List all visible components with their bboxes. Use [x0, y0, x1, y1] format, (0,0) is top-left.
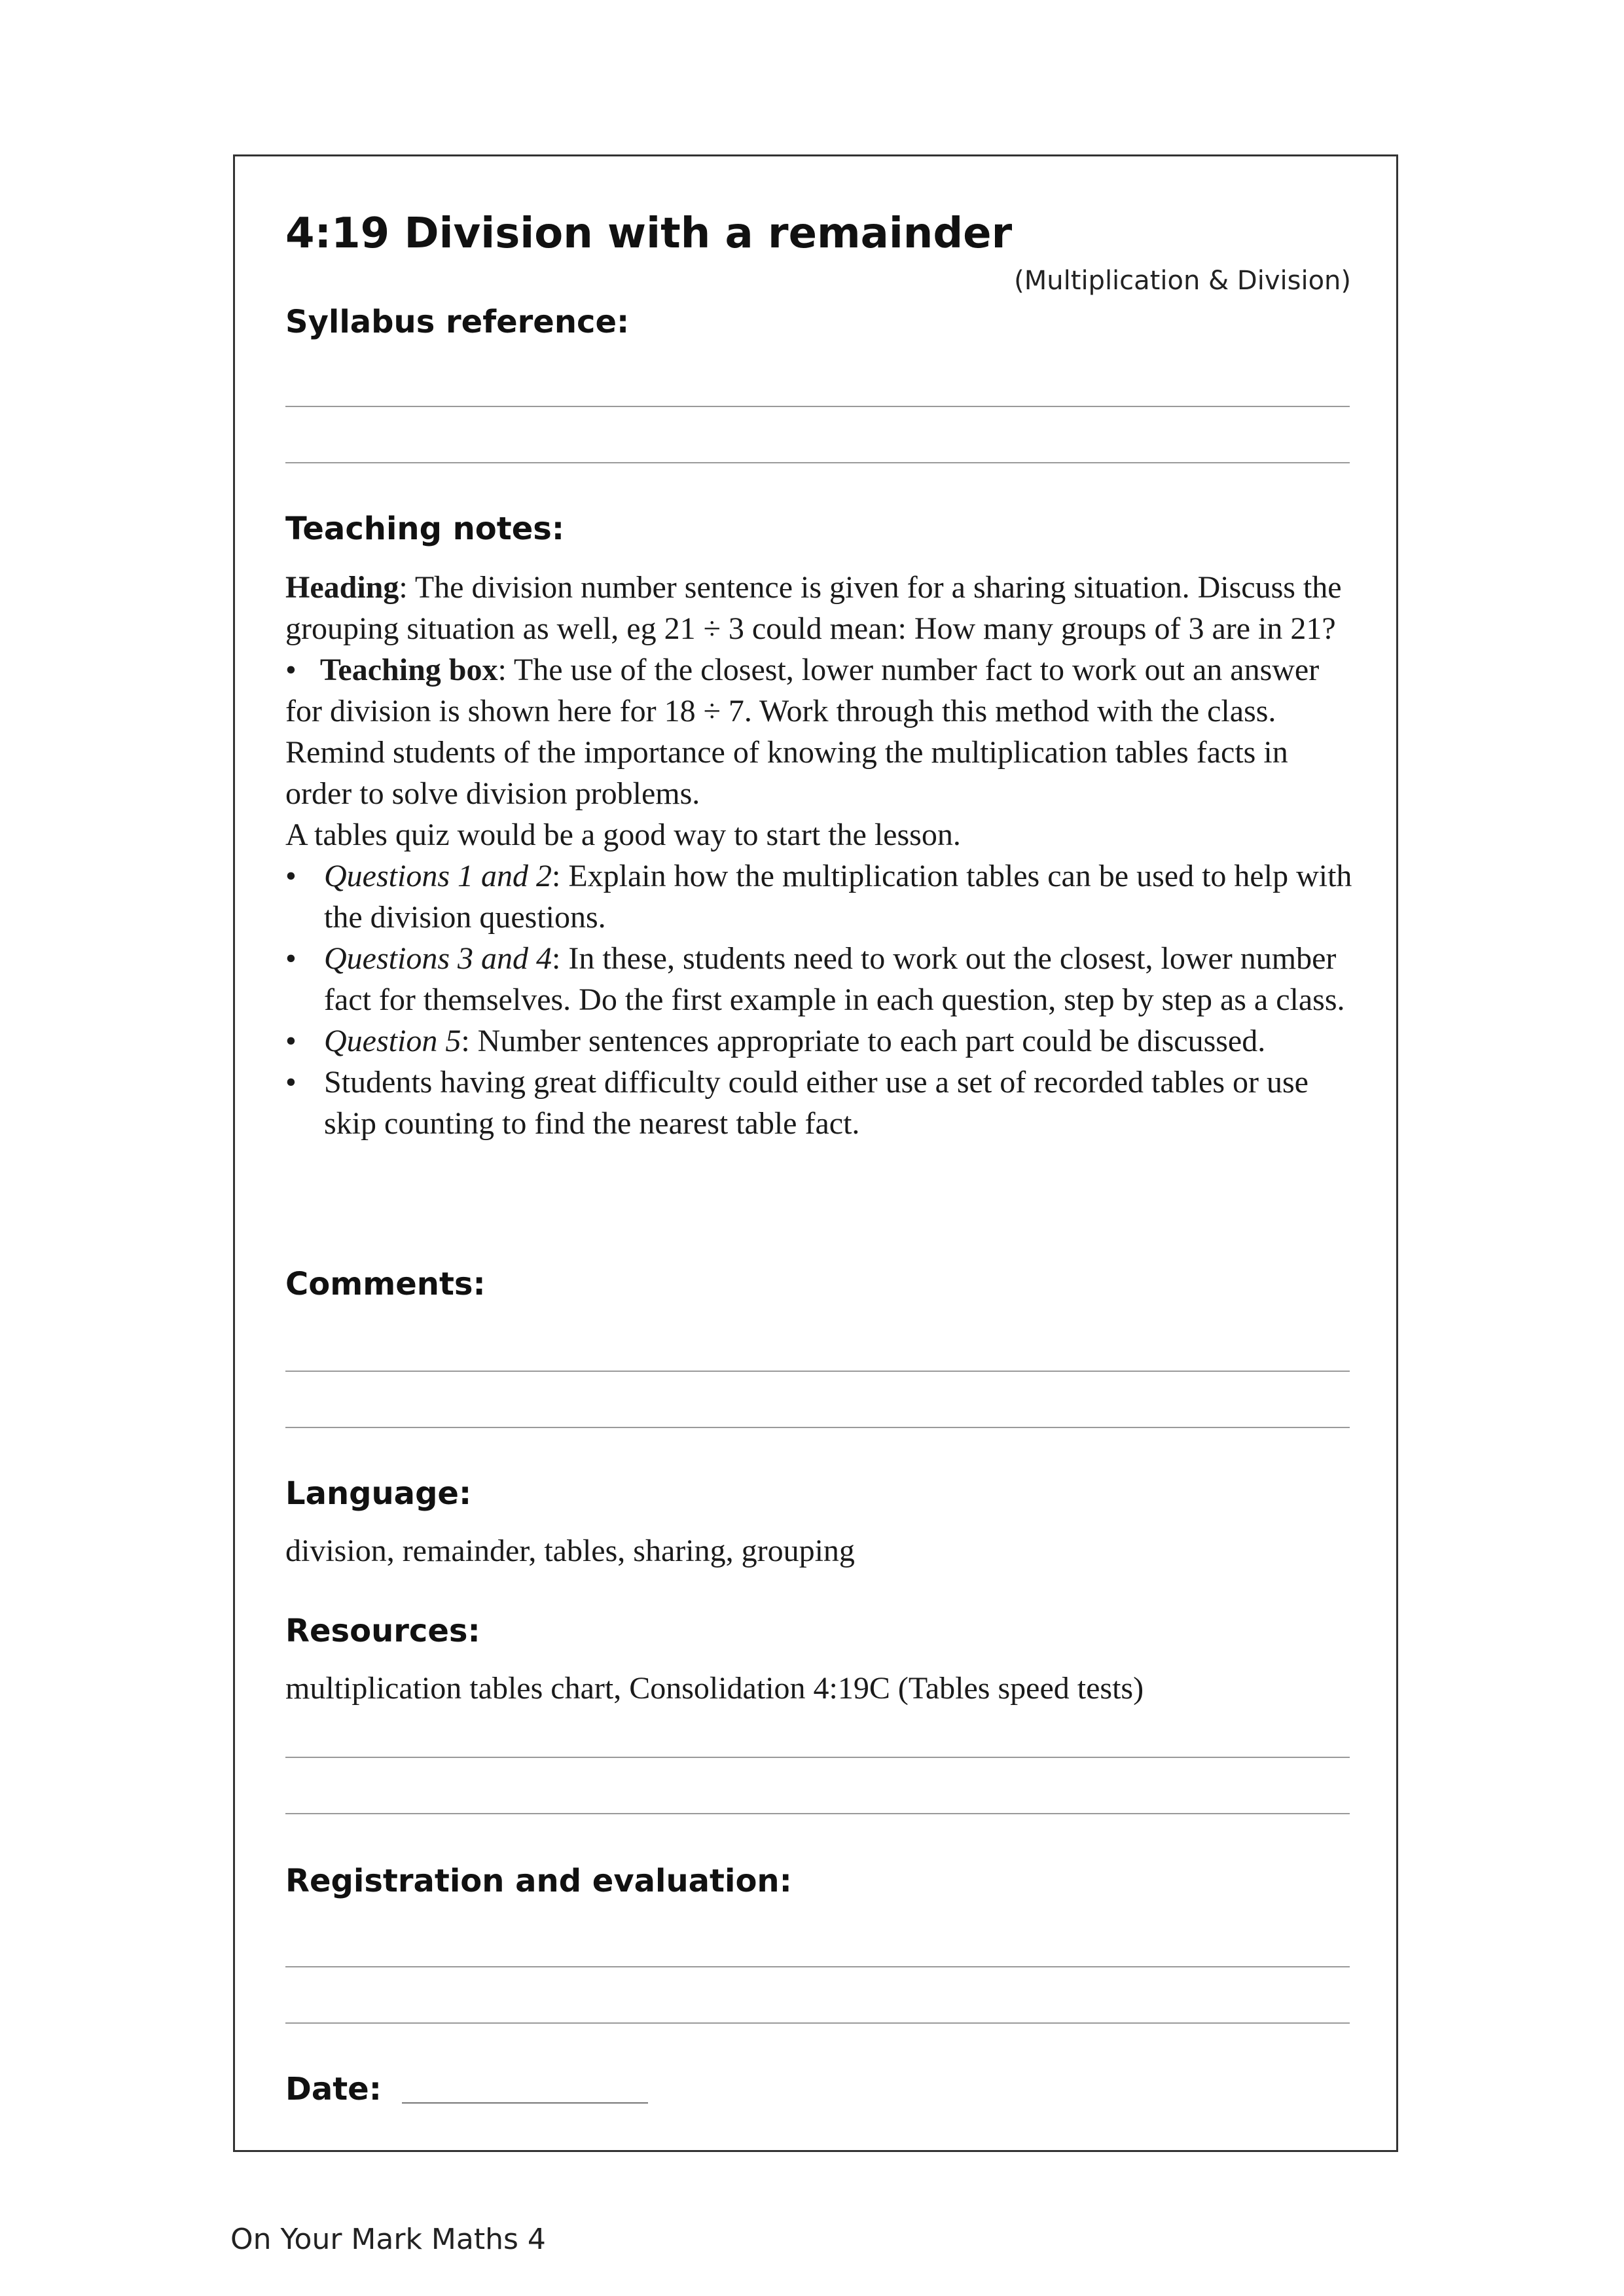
date-label: Date:	[285, 2071, 382, 2108]
language-text: division, remainder, tables, sharing, grouping	[285, 1534, 855, 1568]
teaching-notes-body	[285, 567, 1359, 1144]
list-item-text: : Explain how the multiplication tables can be used to help with the division questions.	[324, 859, 1352, 935]
strand-label: (Multiplication & Division)	[1014, 266, 1351, 296]
comments-line-2	[285, 1427, 1350, 1428]
question-notes-list	[285, 855, 1359, 1144]
list-item	[285, 938, 1359, 1020]
footer-text: On Your Mark Maths 4	[230, 2223, 546, 2256]
syllabus-line-1	[285, 406, 1350, 407]
list-item-italic: Questions 3 and 4	[324, 941, 552, 976]
teaching-box-text: : The use of the closest, lower number fact to work out an answer for division is shown here for 18 ÷ 7. Work through this method with the class. Remind students of the importance of knowing the multiplication tables facts in order to solve division problems.	[285, 653, 1320, 811]
bullet: •	[285, 653, 297, 687]
language-heading: Language:	[285, 1475, 472, 1512]
resources-heading: Resources:	[285, 1613, 480, 1649]
heading-note-bold: Heading	[285, 570, 399, 605]
list-item-italic: Question 5	[324, 1024, 461, 1058]
comments-line-1	[285, 1371, 1350, 1372]
list-item-text: Students having great difficulty could either use a set of recorded tables or use skip counting to find the nearest table fact.	[324, 1065, 1308, 1141]
registration-line-2	[285, 2022, 1350, 2024]
list-item	[285, 855, 1359, 938]
comments-heading: Comments:	[285, 1266, 486, 1302]
heading-note	[285, 567, 1359, 649]
registration-line-1	[285, 1966, 1350, 1967]
teaching-notes-heading: Teaching notes:	[285, 511, 565, 547]
quiz-note: A tables quiz would be a good way to start the lesson.	[285, 817, 961, 852]
teaching-box-bold: Teaching box	[319, 653, 498, 687]
list-item	[285, 1020, 1359, 1062]
resources-line-1	[285, 1757, 1350, 1758]
list-item-text: : Number sentences appropriate to each part could be discussed.	[461, 1024, 1266, 1058]
list-item-italic: Questions 1 and 2	[324, 859, 552, 893]
heading-note-text: : The division number sentence is given for a sharing situation. Discuss the grouping situation as well, eg 21 ÷ 3 could mean: How many groups of 3 are in 21?	[285, 570, 1342, 646]
page-frame	[233, 154, 1398, 2152]
registration-heading: Registration and evaluation:	[285, 1863, 792, 1899]
teaching-box-note	[285, 649, 1359, 814]
date-line	[402, 2102, 648, 2104]
resources-line-2	[285, 1813, 1350, 1814]
page-title: 4:19 Division with a remainder	[285, 209, 1013, 258]
syllabus-line-2	[285, 462, 1350, 463]
syllabus-heading: Syllabus reference:	[285, 304, 630, 340]
list-item	[285, 1062, 1359, 1144]
resources-text: multiplication tables chart, Consolidation 4:19C (Tables speed tests)	[285, 1671, 1144, 1706]
list-item-text: : In these, students need to work out the closest, lower number fact for themselves. Do the first example in each question, step by step as a class.	[324, 941, 1345, 1017]
